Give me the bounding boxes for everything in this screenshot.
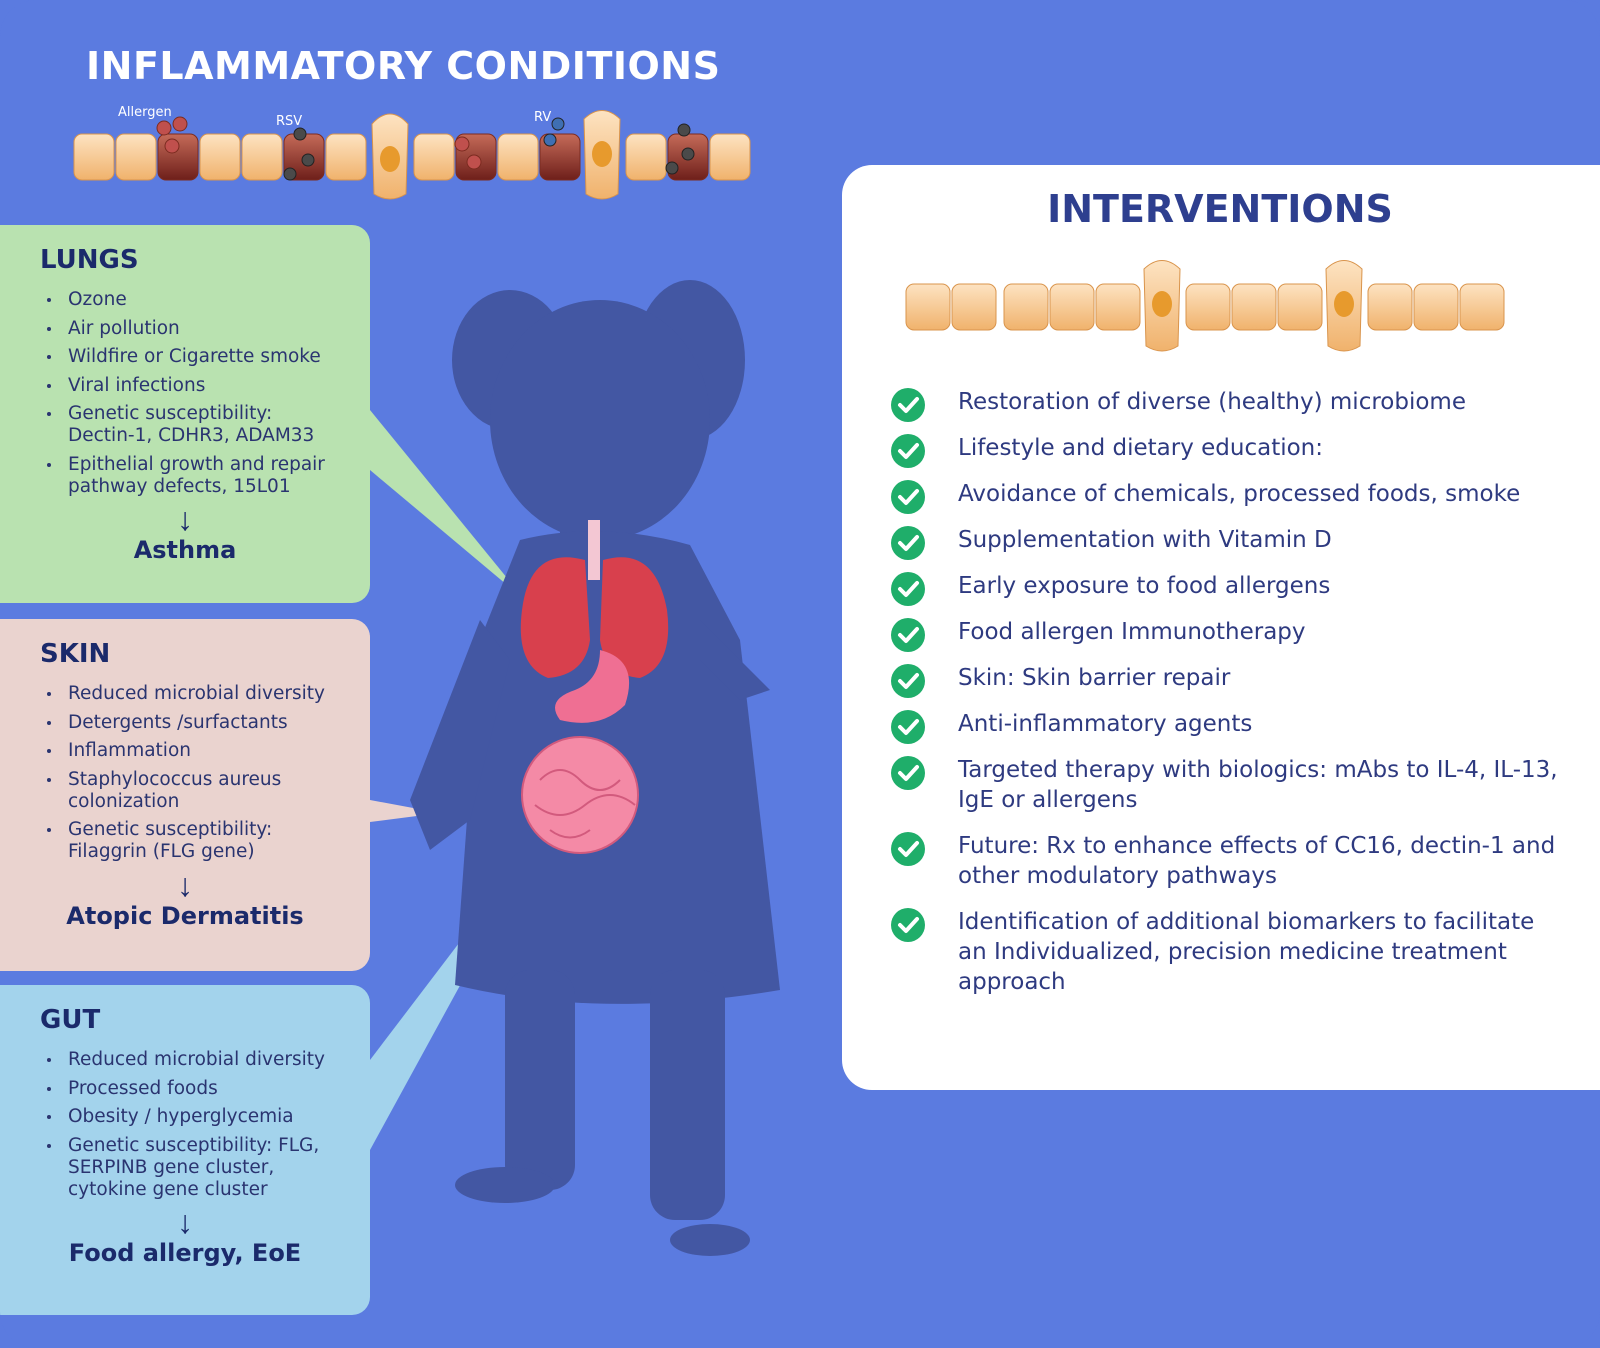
check-icon	[890, 755, 926, 791]
lungs-factor-list	[40, 289, 370, 498]
gut-panel	[0, 985, 370, 1315]
intervention-text: Supplementation with Vitamin D	[958, 527, 1332, 553]
list-item: Inflammation	[40, 740, 370, 762]
down-arrow-icon: ↓	[177, 1204, 193, 1240]
check-icon	[890, 525, 926, 561]
intervention-text: Anti-inflammatory agents	[958, 711, 1253, 737]
list-item: Reduced microbial diversity	[40, 1049, 370, 1071]
list-item	[890, 907, 1570, 997]
list-item	[890, 571, 1570, 601]
lungs-panel	[0, 225, 370, 603]
list-item: Reduced microbial diversity	[40, 683, 370, 705]
intervention-text: Targeted therapy with biologics: mAbs to IL-4, IL-13, IgE or allergens	[958, 757, 1558, 813]
allergen-label: Allergen	[118, 105, 172, 120]
healthy-epithelium-illustration	[904, 254, 1532, 364]
intervention-text: Skin: Skin barrier repair	[958, 665, 1231, 691]
gut-factor-list	[40, 1049, 370, 1201]
list-item: Obesity / hyperglycemia	[40, 1106, 370, 1128]
list-item	[890, 479, 1570, 509]
list-item: Viral infections	[40, 375, 370, 397]
check-icon	[890, 831, 926, 867]
check-icon	[890, 663, 926, 699]
list-item	[890, 755, 1570, 815]
gut-outcome: Food allergy, EoE	[68, 1239, 302, 1267]
list-item	[890, 387, 1570, 417]
list-item: Detergents /surfactants	[40, 712, 370, 734]
list-item: Genetic susceptibility: Dectin-1, CDHR3, ADAM33	[40, 403, 338, 447]
intervention-text: Identification of additional biomarkers to facilitate an Individualized, precision medicine treatment approach	[958, 909, 1535, 995]
check-icon	[890, 479, 926, 515]
intervention-text: Early exposure to food allergens	[958, 573, 1331, 599]
interventions-title: INTERVENTIONS	[1047, 187, 1393, 231]
intestines-organ	[522, 737, 638, 853]
list-item: Genetic susceptibility: Filaggrin (FLG gene)	[40, 819, 318, 863]
lungs-outcome: Asthma	[133, 536, 237, 564]
interventions-list	[890, 387, 1570, 1013]
main-title: INFLAMMATORY CONDITIONS	[86, 44, 721, 88]
check-icon	[890, 387, 926, 423]
intervention-text: Restoration of diverse (healthy) microbiome	[958, 389, 1466, 415]
intervention-text: Avoidance of chemicals, processed foods, smoke	[958, 481, 1521, 507]
intervention-text: Lifestyle and dietary education:	[958, 435, 1324, 461]
list-item	[890, 709, 1570, 739]
list-item	[890, 831, 1570, 891]
intervention-text: Food allergen Immunotherapy	[958, 619, 1306, 645]
list-item	[890, 663, 1570, 693]
check-icon	[890, 433, 926, 469]
epithelial-cells	[906, 261, 1504, 352]
list-item	[890, 433, 1570, 463]
rsv-label: RSV	[276, 114, 303, 129]
skin-factor-list	[40, 683, 370, 863]
skin-outcome: Atopic Dermatitis	[66, 901, 304, 930]
down-arrow-icon: ↓	[177, 866, 193, 903]
check-icon	[890, 907, 926, 943]
list-item: Wildfire or Cigarette smoke	[40, 346, 370, 368]
list-item	[890, 525, 1570, 555]
list-item: Ozone	[40, 289, 370, 311]
gut-heading: GUT	[40, 1005, 101, 1035]
check-icon	[890, 571, 926, 607]
list-item: Air pollution	[40, 318, 370, 340]
skin-panel	[0, 619, 370, 971]
down-arrow-icon: ↓	[177, 501, 193, 537]
list-item: Processed foods	[40, 1078, 370, 1100]
check-icon	[890, 617, 926, 653]
intervention-text: Future: Rx to enhance effects of CC16, dectin-1 and other modulatory pathways	[958, 833, 1556, 889]
list-item	[890, 617, 1570, 647]
list-item: Staphylococcus aureus colonization	[40, 769, 318, 813]
list-item: Epithelial growth and repair pathway defects, 15L01	[40, 454, 348, 498]
check-icon	[890, 709, 926, 745]
lungs-heading: LUNGS	[40, 245, 139, 275]
skin-heading: SKIN	[40, 639, 111, 669]
list-item: Genetic susceptibility: FLG, SERPINB gene cluster, cytokine gene cluster	[40, 1135, 338, 1201]
rv-label: RV	[534, 110, 552, 125]
